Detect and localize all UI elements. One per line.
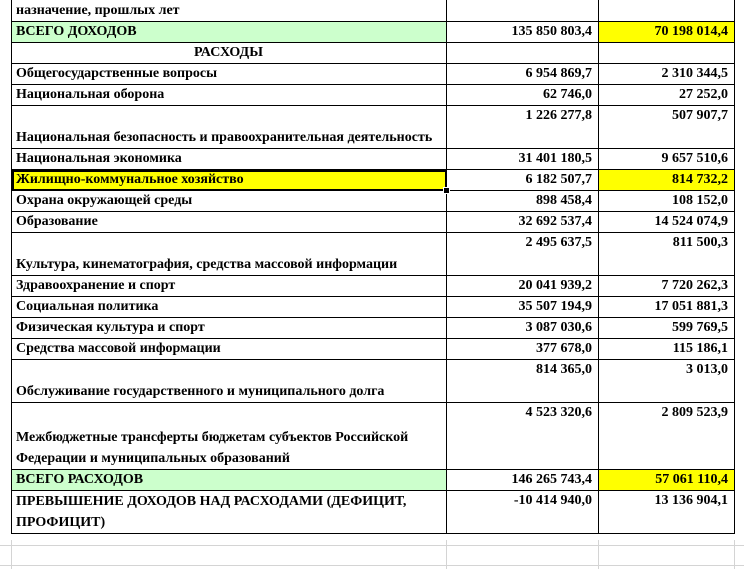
value-cell-col1[interactable]: 4 523 320,6 xyxy=(447,403,599,470)
row-label-cell[interactable]: Средства массовой информации xyxy=(12,339,447,360)
value-cell-col1[interactable]: 20 041 939,2 xyxy=(447,276,599,297)
row-label-cell[interactable]: Обслуживание государственного и муниципального долга xyxy=(12,360,447,403)
table-row xyxy=(12,64,735,85)
row-label-cell[interactable]: Физическая культура и спорт xyxy=(12,318,447,339)
value-cell-col2[interactable]: 9 657 510,6 xyxy=(599,149,735,170)
value-cell-col1[interactable]: 898 458,4 xyxy=(447,191,599,212)
row-label-cell[interactable]: Социальная политика xyxy=(12,297,447,318)
table-row xyxy=(12,22,735,43)
fill-handle[interactable] xyxy=(443,187,450,194)
value-cell-col1[interactable]: 3 087 030,6 xyxy=(447,318,599,339)
table-row xyxy=(12,403,735,470)
table-row xyxy=(12,318,735,339)
table-row xyxy=(12,233,735,276)
table-row xyxy=(12,297,735,318)
value-cell-col1[interactable]: 814 365,0 xyxy=(447,360,599,403)
table-row xyxy=(12,276,735,297)
value-cell-col2[interactable]: 14 524 074,9 xyxy=(599,212,735,233)
row-label-cell[interactable]: Национальная экономика xyxy=(12,149,447,170)
row-label-cell[interactable]: Межбюджетные трансферты бюджетам субъектов Российской Федерации и муниципальных образований xyxy=(12,403,447,470)
budget-table-body xyxy=(12,0,735,534)
row-label-cell[interactable]: ВСЕГО ДОХОДОВ xyxy=(12,22,447,43)
value-cell-col2[interactable]: 13 136 904,1 xyxy=(599,491,735,534)
value-cell-col1[interactable]: 62 746,0 xyxy=(447,85,599,106)
row-label-cell[interactable]: Национальная оборона xyxy=(12,85,447,106)
value-cell-col1[interactable]: 6 182 507,7 xyxy=(447,170,599,191)
value-cell-col2[interactable] xyxy=(599,43,735,64)
value-cell-col1[interactable]: 6 954 869,7 xyxy=(447,64,599,85)
row-label-cell[interactable]: назначение, прошлых лет xyxy=(12,0,447,22)
row-label-cell[interactable]: Культура, кинематография, средства массовой информации xyxy=(12,233,447,276)
row-label-cell[interactable]: Образование xyxy=(12,212,447,233)
row-label-cell[interactable]: Общегосударственные вопросы xyxy=(12,64,447,85)
value-cell-col2[interactable]: 57 061 110,4 xyxy=(599,470,735,491)
row-label-cell[interactable]: Здравоохранение и спорт xyxy=(12,276,447,297)
value-cell-col2[interactable]: 108 152,0 xyxy=(599,191,735,212)
table-row xyxy=(12,470,735,491)
value-cell-col1[interactable] xyxy=(447,43,599,64)
value-cell-col2[interactable]: 3 013,0 xyxy=(599,360,735,403)
value-cell-col2[interactable]: 599 769,5 xyxy=(599,318,735,339)
budget-table xyxy=(11,0,735,534)
value-cell-col2[interactable]: 814 732,2 xyxy=(599,170,735,191)
value-cell-col1[interactable]: 377 678,0 xyxy=(447,339,599,360)
selected-cell[interactable]: Жилищно-коммунальное хозяйство xyxy=(12,170,447,191)
row-label-cell[interactable]: ПРЕВЫШЕНИЕ ДОХОДОВ НАД РАСХОДАМИ (ДЕФИЦИТ, ПРОФИЦИТ) xyxy=(12,491,447,534)
table-row xyxy=(12,191,735,212)
value-cell-col2[interactable]: 70 198 014,4 xyxy=(599,22,735,43)
value-cell-col2[interactable]: 2 310 344,5 xyxy=(599,64,735,85)
value-cell-col2[interactable]: 17 051 881,3 xyxy=(599,297,735,318)
value-cell-col1[interactable]: 31 401 180,5 xyxy=(447,149,599,170)
value-cell-col1[interactable]: -10 414 940,0 xyxy=(447,491,599,534)
table-row xyxy=(12,339,735,360)
value-cell-col1[interactable]: 32 692 537,4 xyxy=(447,212,599,233)
table-row xyxy=(12,43,735,64)
value-cell-col1[interactable]: 2 495 637,5 xyxy=(447,233,599,276)
table-row xyxy=(12,491,735,534)
value-cell-col1[interactable]: 146 265 743,4 xyxy=(447,470,599,491)
value-cell-col2[interactable] xyxy=(599,0,735,22)
table-row xyxy=(12,170,735,191)
row-label-cell[interactable]: Охрана окружающей среды xyxy=(12,191,447,212)
table-row xyxy=(12,149,735,170)
value-cell-col1[interactable] xyxy=(447,0,599,22)
table-row xyxy=(12,106,735,149)
table-row xyxy=(12,0,735,22)
value-cell-col2[interactable]: 2 809 523,9 xyxy=(599,403,735,470)
value-cell-col2[interactable]: 115 186,1 xyxy=(599,339,735,360)
value-cell-col1[interactable]: 35 507 194,9 xyxy=(447,297,599,318)
row-label-cell[interactable]: РАСХОДЫ xyxy=(12,43,447,64)
table-row xyxy=(12,85,735,106)
value-cell-col2[interactable]: 507 907,7 xyxy=(599,106,735,149)
row-label-cell[interactable]: Национальная безопасность и правоохранительная деятельность xyxy=(12,106,447,149)
value-cell-col2[interactable]: 811 500,3 xyxy=(599,233,735,276)
value-cell-col1[interactable]: 1 226 277,8 xyxy=(447,106,599,149)
table-row xyxy=(12,212,735,233)
table-row xyxy=(12,360,735,403)
row-label-cell[interactable]: ВСЕГО РАСХОДОВ xyxy=(12,470,447,491)
value-cell-col2[interactable]: 7 720 262,3 xyxy=(599,276,735,297)
value-cell-col2[interactable]: 27 252,0 xyxy=(599,85,735,106)
value-cell-col1[interactable]: 135 850 803,4 xyxy=(447,22,599,43)
